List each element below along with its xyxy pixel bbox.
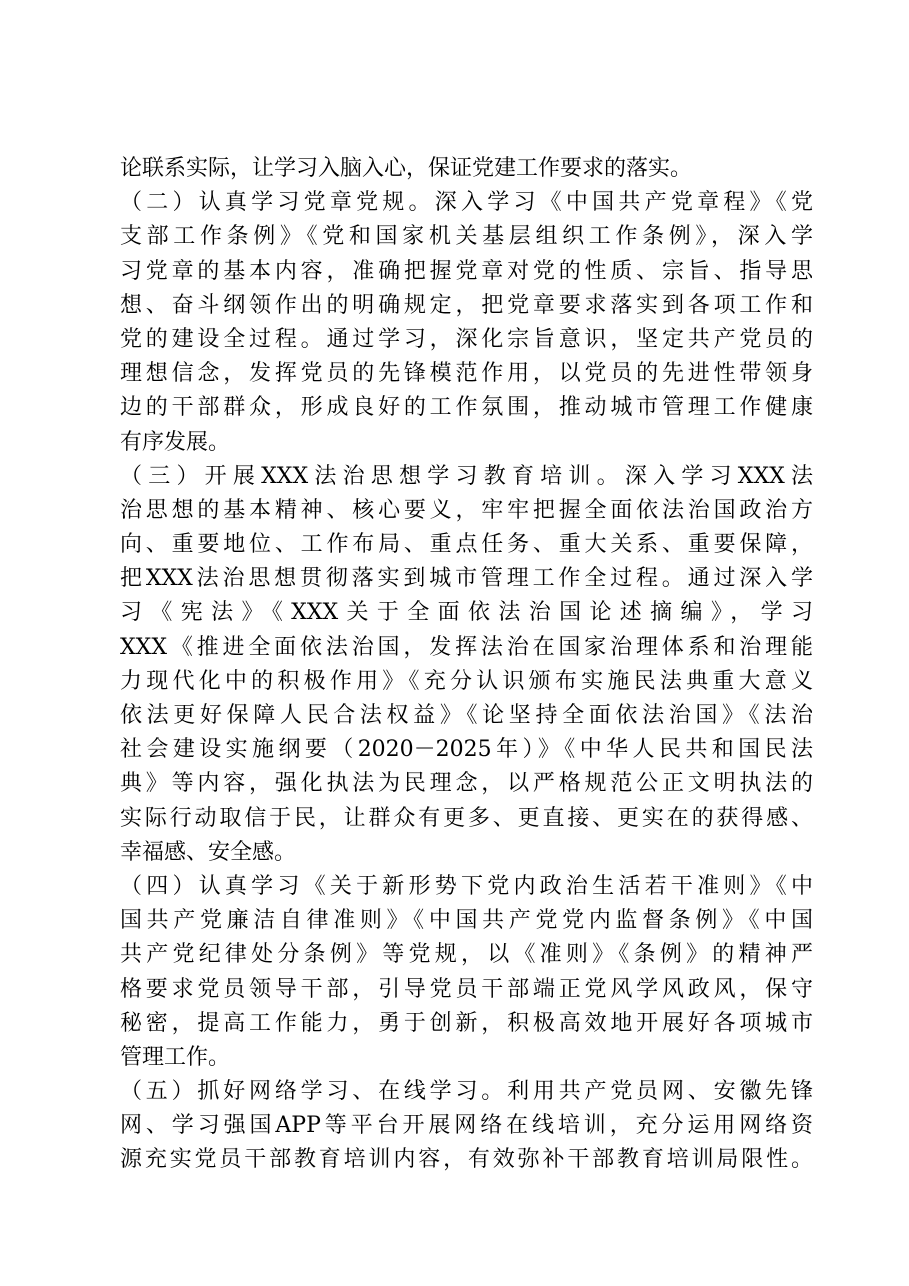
text-line: （二）认真学习党章党规。深入学习《中国共产党章程》《党 [120,190,813,216]
text-line: 社会建设实施纲要（2020－2025年）》《中华人民共和国民法 [120,737,813,763]
text-line: 想、奋斗纲领作出的明确规定，把党章要求落实到各项工作和 [120,292,813,318]
text-line: 幸福感、安全感。 [120,839,297,865]
text-line: 管理工作。 [120,1044,231,1070]
text-line: （四）认真学习《关于新形势下党内政治生活若干准则》《中 [120,873,813,899]
text-line: 理想信念，发挥党员的先锋模范作用，以党员的先进性带领身 [120,361,813,387]
document-body [120,152,813,1178]
text-line: 源充实党员干部教育培训内容，有效弥补干部教育培训局限性。 [120,1147,813,1173]
text-line: 支部工作条例》《党和国家机关基层组织工作条例》，深入学 [120,224,813,250]
text-line: 国共产党廉洁自律准则》《中国共产党党内监督条例》《中国 [120,908,813,934]
text-line: 边的干部群众，形成良好的工作氛围，推动城市管理工作健康 [120,395,813,421]
text-line: 力现代化中的积极作用》《充分认识颁布实施民法典重大意义 [120,668,813,694]
text-line: XXX《推进全面依法治国，发挥法治在国家治理体系和治理能 [120,634,813,660]
text-line: 典》等内容，强化执法为民理念，以严格规范公正文明执法的 [120,771,813,797]
text-line: 向、重要地位、工作布局、重点任务、重大关系、重要保障， [120,532,813,558]
text-line: 格要求党员领导干部，引导党员干部端正党风学风政风，保守 [120,976,813,1002]
text-line: （三）开展XXX法治思想学习教育培训。深入学习XXX法 [120,463,813,489]
text-line: 共产党纪律处分条例》等党规，以《准则》《条例》的精神严 [120,942,813,968]
text-line: 习党章的基本内容，准确把握党章对党的性质、宗旨、指导思 [120,258,813,284]
text-line: 依法更好保障人民合法权益》《论坚持全面依法治国》《法治 [120,703,813,728]
text-line: 把XXX法治思想贯彻落实到城市管理工作全过程。通过深入学 [120,566,813,592]
text-line: （五）抓好网络学习、在线学习。利用共产党员网、安徽先锋 [120,1079,813,1105]
text-line: 实际行动取信于民，让群众有更多、更直接、更实在的获得感、 [120,805,813,831]
text-line: 秘密，提高工作能力，勇于创新，积极高效地开展好各项城市 [120,1010,813,1036]
text-line: 习《宪法》《XXX关于全面依法治国论述摘编》，学习 [120,600,813,626]
text-line: 有序发展。 [120,429,231,455]
text-line: 治思想的基本精神、核心要义，牢牢把握全面依法治国政治方 [120,497,813,523]
text-line: 网、学习强国APP等平台开展网络在线培训，充分运用网络资 [120,1113,813,1139]
text-line: 论联系实际，让学习入脑入心，保证党建工作要求的落实。 [120,156,693,181]
text-line: 党的建设全过程。通过学习，深化宗旨意识，坚定共产党员的 [120,326,813,352]
